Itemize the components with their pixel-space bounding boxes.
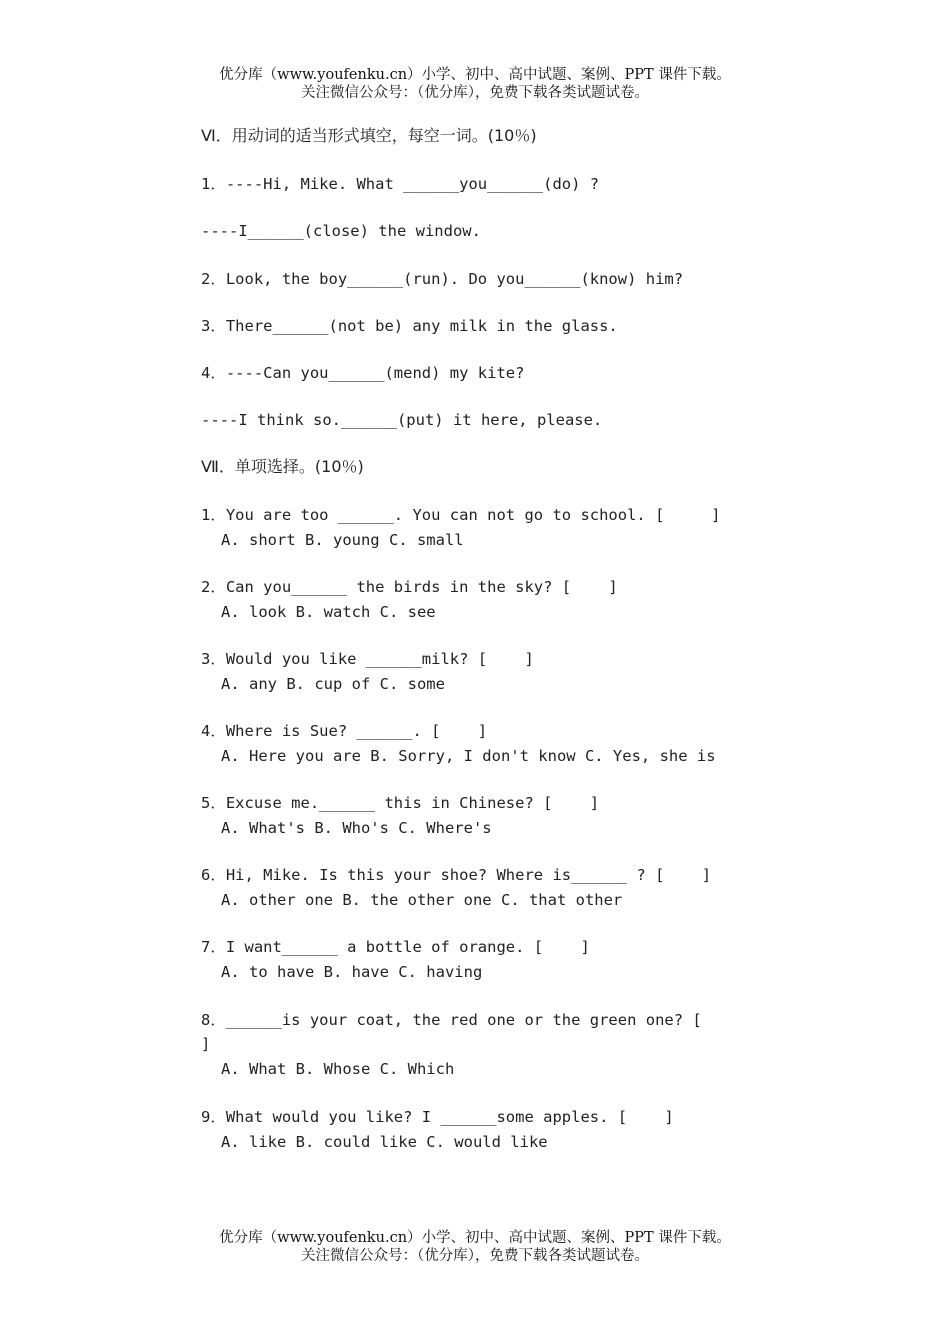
fill-line-1: 1．----Hi, Mike. What ______you______(do) ? [201,175,600,193]
question-7: 7．I want______ a bottle of orange. [ ] [201,938,590,956]
fill-line-5: 4．----Can you______(mend) my kite? [201,364,525,382]
question-9: 9．What would you like? I ______some apples. [ ] [201,1108,674,1126]
fill-line-2: ----I______(close) the window. [201,222,481,240]
question-5: 5．Excuse me.______ this in Chinese? [ ] [201,794,600,812]
question-6: 6．Hi, Mike. Is this your shoe? Where is______ ? [ ] [201,866,712,884]
header-line-1: 优分库（www.youfenku.cn）小学、初中、高中试题、案例、PPT 课件下载。 [219,67,731,83]
question-2: 2．Can you______ the birds in the sky? [ ] [201,578,618,596]
question-9-options: A. like B. could like C. would like [221,1133,548,1151]
question-3-options: A. any B. cup of C. some [221,675,445,693]
header-line-2: 关注微信公众号：（优分库），免费下载各类试题试卷。 [301,85,649,101]
section-6-heading: Ⅵ．用动词的适当形式填空，每空一词。(10％) [201,126,537,145]
fill-line-3: 2．Look, the boy______(run). Do you______(know) him? [201,270,684,288]
question-5-options: A. What's B. Who's C. Where's [221,819,492,837]
question-1-options: A. short B. young C. small [221,531,464,549]
question-8-options: A. What B. Whose C. Which [221,1060,455,1078]
question-8-bracket: ] [201,1035,211,1053]
question-3: 3．Would you like ______milk? [ ] [201,650,534,668]
footer-line-1: 优分库（www.youfenku.cn）小学、初中、高中试题、案例、PPT 课件下载。 [219,1230,731,1246]
footer-line-2: 关注微信公众号：（优分库），免费下载各类试题试卷。 [301,1248,649,1264]
question-4: 4．Where is Sue? ______. [ ] [201,722,488,740]
page-header [0,66,950,102]
fill-line-6: ----I think so.______(put) it here, please. [201,411,603,429]
question-1: 1．You are too ______. You can not go to school. [ ] [201,506,721,524]
page-footer [0,1229,950,1265]
question-2-options: A. look B. watch C. see [221,603,436,621]
question-8: 8．______is your coat, the red one or the green one? [ [201,1011,702,1029]
question-4-options: A. Here you are B. Sorry, I don't know C. Yes, she is [221,747,716,765]
section-7-heading: Ⅶ．单项选择。(10％) [201,457,364,476]
question-7-options: A. to have B. have C. having [221,963,483,981]
question-6-options: A. other one B. the other one C. that other [221,891,623,909]
fill-line-4: 3．There______(not be) any milk in the glass. [201,317,618,335]
